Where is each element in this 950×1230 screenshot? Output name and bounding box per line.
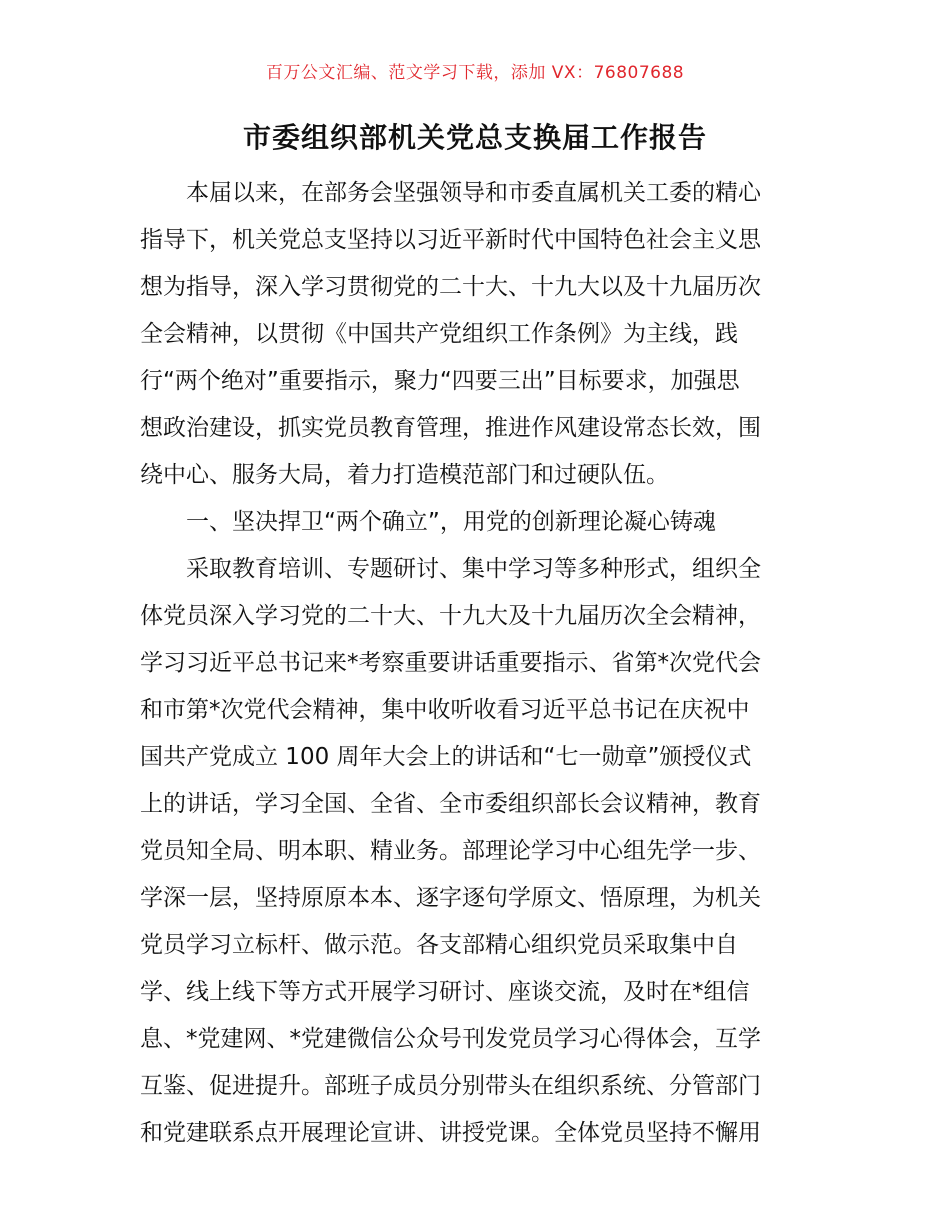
paragraph-line: 想政治建设，抓实党员教育管理，推进作风建设常态长效，围 bbox=[140, 415, 761, 441]
paragraph-line: 上的讲话，学习全国、全省、全市委组织部长会议精神，教育 bbox=[140, 791, 761, 817]
paragraph-line: 行“两个绝对”重要指示，聚力“四要三出”目标要求，加强思 bbox=[140, 368, 740, 394]
watermark-text: 百万公文汇编、范文学习下载，添加 VX：76807688 bbox=[265, 63, 685, 83]
paragraph-line: 想为指导，深入学习贯彻党的二十大、十九大以及十九届历次 bbox=[140, 274, 761, 300]
paragraph-line: 指导下，机关党总支坚持以习近平新时代中国特色社会主义思 bbox=[140, 227, 761, 253]
paragraph-line: 党员知全局、明本职、精业务。部理论学习中心组先学一步、 bbox=[140, 838, 761, 864]
paragraph-line: 互鉴、促进提升。部班子成员分别带头在组织系统、分管部门 bbox=[140, 1073, 761, 1099]
paragraph-line: 本届以来，在部务会坚强领导和市委直属机关工委的精心 bbox=[186, 180, 761, 206]
paragraph-line: 息、*党建网、*党建微信公众号刊发党员学习心得体会，互学 bbox=[140, 1026, 761, 1052]
paragraph-line: 采取教育培训、专题研讨、集中学习等多种形式，组织全 bbox=[186, 556, 761, 582]
paragraph-2 bbox=[140, 546, 812, 1157]
paragraph-line: 全会精神，以贯彻《中国共产党组织工作条例》为主线，践 bbox=[140, 321, 738, 347]
paragraph-line: 党员学习立标杆、做示范。各支部精心组织党员采取集中自 bbox=[140, 932, 738, 958]
paragraph-line: 学习习近平总书记来*考察重要讲话重要指示、省第*次党代会 bbox=[140, 650, 761, 676]
paragraph-line: 学、线上线下等方式开展学习研讨、座谈交流，及时在*组信 bbox=[140, 979, 750, 1005]
paragraph-line: 和市第*次党代会精神，集中收听收看习近平总书记在庆祝中 bbox=[140, 697, 750, 723]
paragraph-line: 国共产党成立 100 周年大会上的讲话和“七一勋章”颁授仪式 bbox=[140, 744, 752, 770]
paragraph-line: 体党员深入学习党的二十大、十九大及十九届历次全会精神， bbox=[140, 603, 761, 629]
paragraph-1 bbox=[140, 170, 812, 499]
paragraph-line: 学深一层，坚持原原本本、逐字逐句学原文、悟原理，为机关 bbox=[140, 885, 761, 911]
document-body bbox=[140, 170, 812, 1157]
paragraph-line: 和党建联系点开展理论宣讲、讲授党课。全体党员坚持不懈用 bbox=[140, 1120, 761, 1146]
paragraph-line: 绕中心、服务大局，着力打造模范部门和过硬队伍。 bbox=[140, 462, 669, 488]
document-title: 市委组织部机关党总支换届工作报告 bbox=[242, 121, 707, 154]
section-heading: 一、坚决捍卫“两个确立”，用党的创新理论凝心铸魂 bbox=[186, 509, 716, 535]
